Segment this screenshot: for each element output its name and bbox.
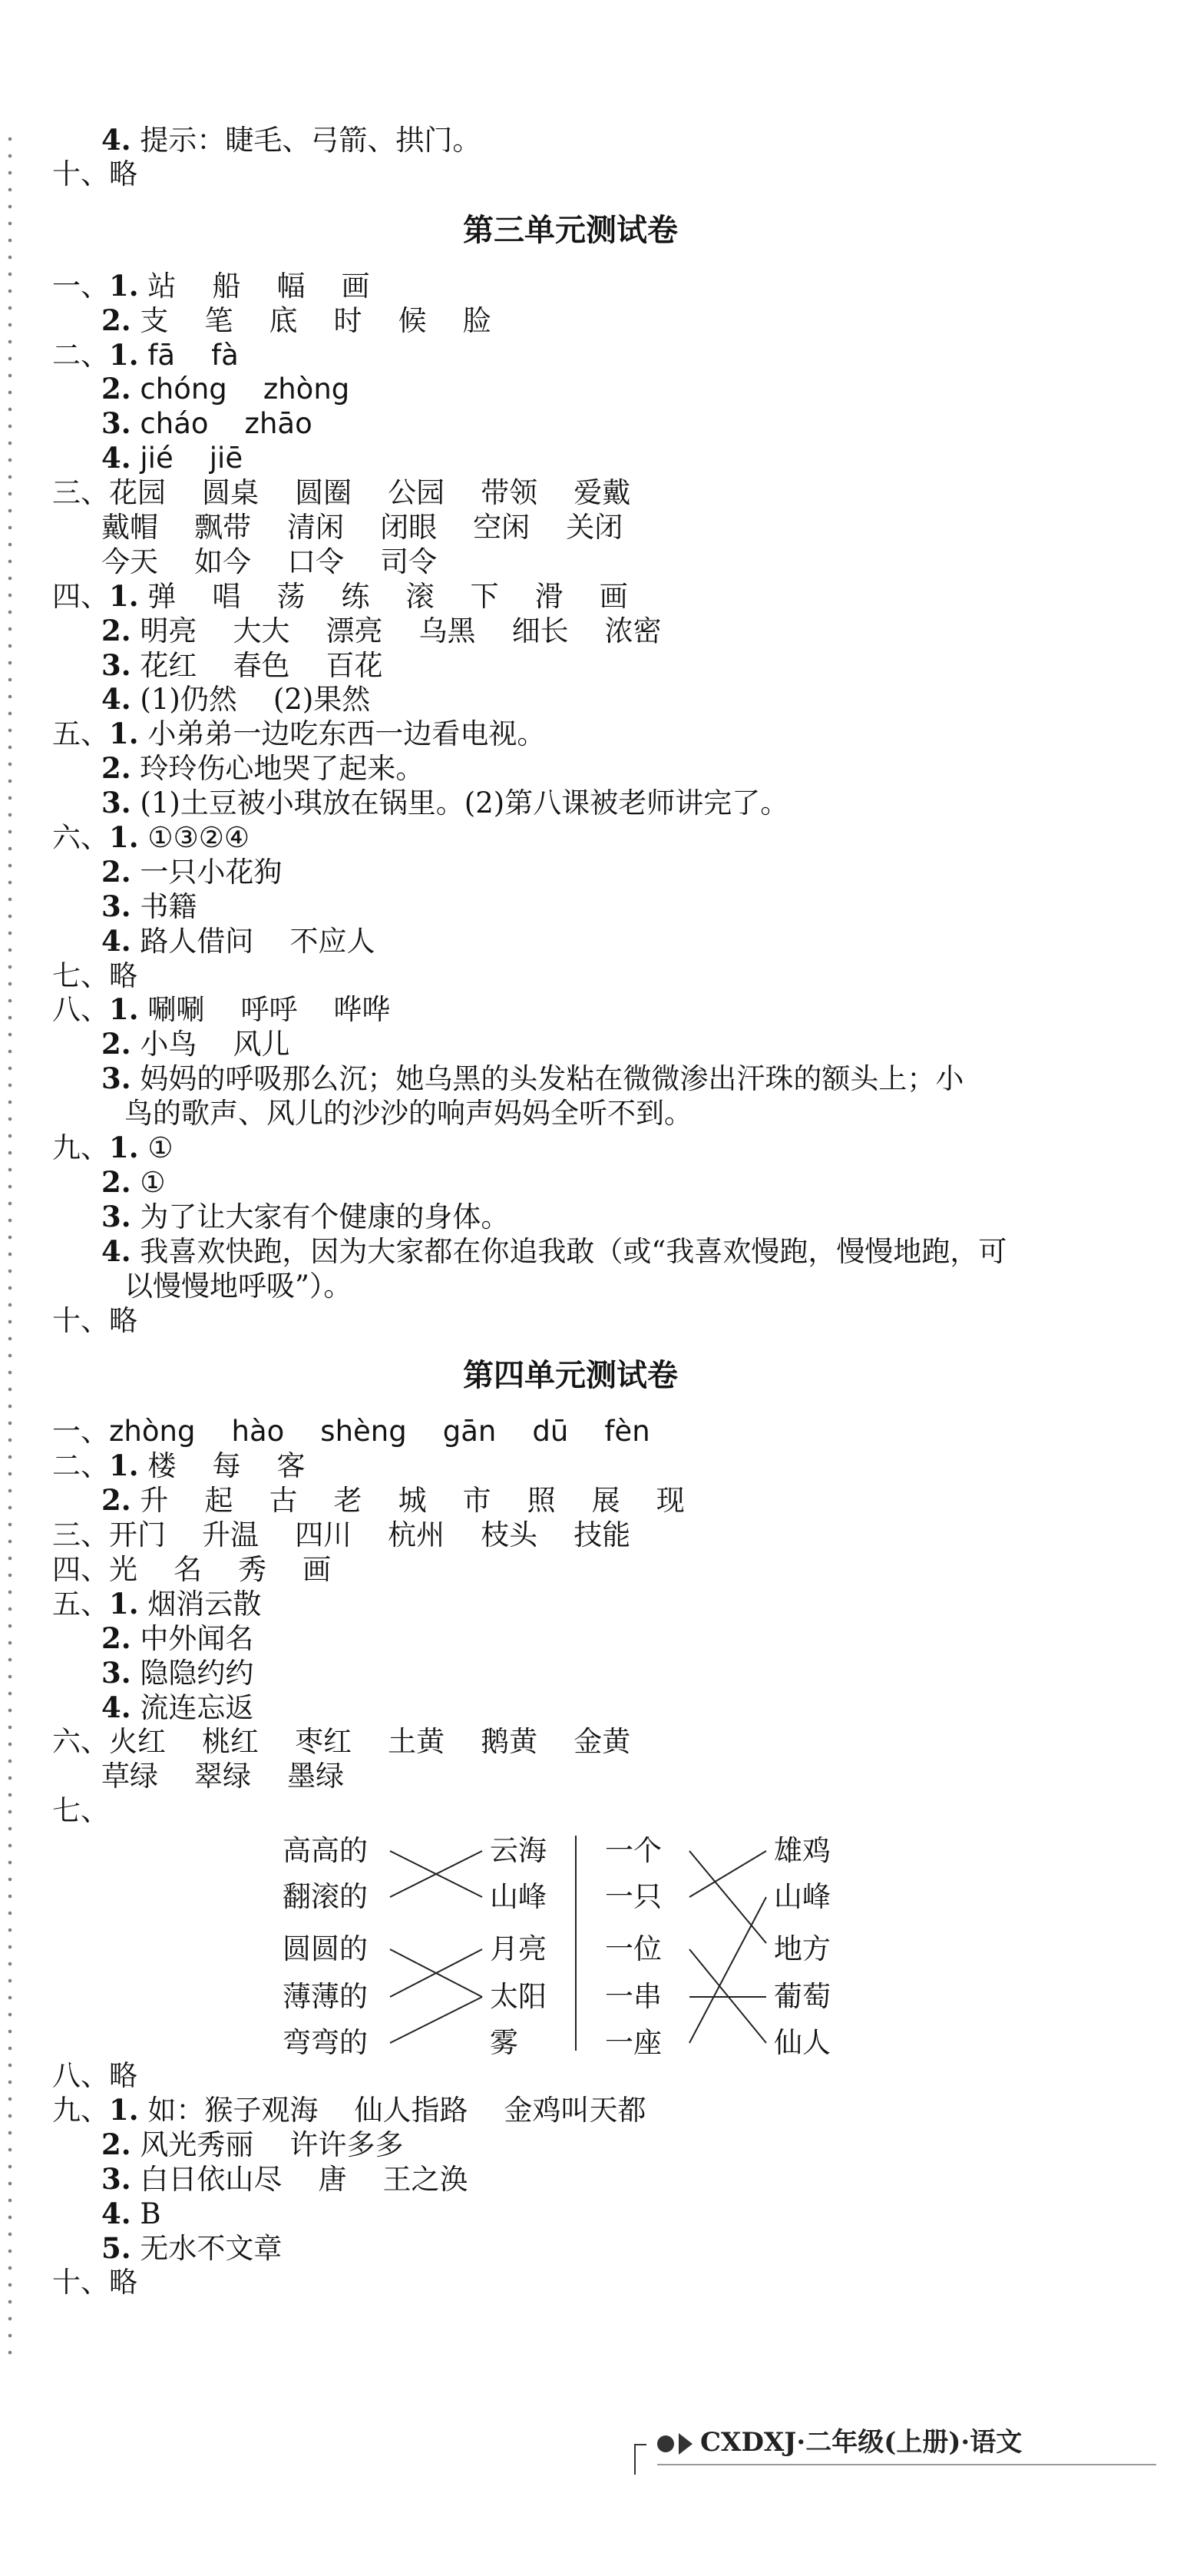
match-word: 太阳 [490,1980,547,2014]
answer-line [52,751,1127,786]
footer-rule [657,2464,1156,2465]
match-word: 仙人 [774,2026,831,2060]
answer-text: cháo zhāo [131,407,312,441]
match-line [390,1997,482,2043]
match-word: 地方 [774,1932,831,1966]
answer-text: 略 [109,2266,137,2300]
answer-line [52,545,1127,579]
answer-text: 隐隐约约 [131,1656,254,1690]
unit4-answers [52,1414,1127,1828]
answer-text: 略 [109,2059,137,2093]
item-number: 3. [101,2161,131,2196]
answer-line [52,1414,1127,1449]
page-footer [634,2421,1022,2459]
item-number: 2. [101,2127,131,2161]
item-number: 1. [109,820,139,855]
item-number: 3. [101,1061,131,1096]
footer-bracket [634,2444,636,2475]
section-number: 六、 [52,1725,109,1759]
item-number: 1. [109,578,139,613]
match-word: 一位 [605,1932,662,1966]
answer-line [52,1061,1127,1096]
item-number: 2. [101,613,131,647]
answer-text: zhòng hào shèng gān dū fèn [109,1415,650,1449]
match-line [689,1851,766,1897]
match-word: 一串 [605,1980,662,2014]
match-word: 高高的 [283,1834,368,1868]
item-number: 3. [101,1655,131,1690]
answer-line [52,475,1127,510]
answer-text: 白日依山尽 唐 王之涣 [131,2162,468,2196]
item-number: 4. [101,2196,131,2230]
item-number: 1. [109,1131,139,1165]
answer-line [52,717,1127,751]
answer-line [52,1200,1127,1234]
answer-line [52,1027,1127,1061]
answer-text: 中外闻名 [131,1621,254,1655]
answer-text: 明亮 大大 漂亮 乌黑 细长 浓密 [131,614,662,647]
top-line-1: 4. 提示：睫毛、弓箭、拱门。 [101,123,481,157]
answer-line [52,1234,1127,1269]
footer-bracket [634,2444,646,2445]
answer-text: 风光秀丽 许许多多 [131,2127,404,2161]
answer-line [52,2197,1127,2231]
answer-text: 小鸟 风儿 [131,1028,290,1061]
answer-line [52,1759,1127,1793]
section-number: 七、 [52,1794,109,1828]
match-word: 云海 [490,1834,547,1868]
match-word: 一个 [605,1834,662,1868]
answer-text: 唰唰 呼呼 哗哗 [138,993,391,1027]
footer-arrow-icon [679,2433,693,2455]
section-number: 四、 [52,579,109,613]
answer-line [52,1724,1127,1759]
answer-line [52,1303,1127,1338]
match-line [689,1851,766,1943]
answer-line [52,889,1127,924]
binding-dots [5,131,15,2358]
answer-line [52,648,1127,683]
answer-text: 支 笔 底 时 候 脸 [131,303,491,337]
top-line-2: 十、略 [52,157,137,190]
item-number: 1. [109,268,139,303]
matching-lines [52,1828,1089,2058]
unit3-title: 第三单元测试卷 [463,212,678,248]
match-word: 弯弯的 [283,2026,368,2060]
match-word: 圆圆的 [283,1932,368,1966]
answer-text: 我喜欢快跑，因为大家都在你追我敢（或“我喜欢慢跑，慢慢地跑，可 [131,1234,1007,1268]
answer-text: 鸟的歌声、风儿的沙沙的响声妈妈全听不到。 [124,1097,693,1131]
item-number: 2. [101,1027,131,1061]
answer-line [52,269,1127,303]
item-number: 3. [101,786,131,820]
answer-text: fā fà [138,338,239,372]
item-number: 4. [101,1690,131,1724]
answer-line [52,682,1127,717]
unit4-answers-continued [52,2058,1127,2300]
item-number: 4. [101,1233,131,1268]
answer-text: 书籍 [131,889,197,923]
answer-text: (1)土豆被小琪放在锅里。(2)第八课被老师讲完了。 [131,786,789,820]
answer-line [52,1690,1127,1725]
answer-line [52,786,1127,820]
answer-line [52,1483,1127,1518]
answer-text: 流连忘返 [131,1690,254,1724]
matching-exercise [52,1828,1089,2058]
section-number: 三、 [52,476,109,510]
section-number: 三、 [52,1518,109,1552]
answer-line [52,614,1127,648]
answer-text: 妈妈的呼吸那么沉；她乌黑的头发粘在微微渗出汗珠的额头上；小 [131,1062,964,1096]
answer-text: ①③②④ [138,821,250,855]
item-number: 1. [109,717,139,751]
answer-line [52,579,1127,614]
answer-line [52,1165,1127,1200]
answer-line [52,2093,1127,2127]
answer-line [52,1131,1127,1165]
answer-line [52,1621,1127,1656]
answer-line [52,1449,1127,1483]
answer-text: 楼 每 客 [138,1449,306,1483]
item-number: 1. [109,2092,139,2127]
answer-text: 升 起 古 老 城 市 照 展 现 [131,1484,685,1518]
answer-text: 略 [109,959,137,992]
section-number: 八、 [52,993,109,1027]
section-number: 五、 [52,717,109,751]
item-number: 4. [101,923,131,958]
item-number: 2. [101,1483,131,1518]
answer-line [52,2162,1127,2197]
answer-line [52,1269,1127,1303]
answer-line [52,441,1127,475]
answer-line [52,924,1127,959]
answer-text: 弹 唱 荡 练 滚 下 滑 画 [138,579,628,613]
answer-text: 无水不文章 [131,2231,283,2265]
item-number: 1. [109,992,139,1027]
answer-text: 小弟弟一边吃东西一边看电视。 [138,717,546,751]
match-word: 翻滚的 [283,1880,368,1914]
answer-text: 以慢慢地呼吸”）。 [124,1269,352,1303]
answer-text: 戴帽 飘带 清闲 闭眼 空闲 关闭 [101,511,623,545]
answer-line [52,1096,1127,1131]
item-number: 5. [101,2230,131,2265]
item-number: 3. [101,1199,131,1233]
answer-text: 如：猴子观海 仙人指路 金鸡叫天都 [138,2093,646,2127]
answer-line [52,1656,1127,1690]
item-number: 4. [101,441,131,475]
section-number: 七、 [52,959,109,992]
section-number: 五、 [52,1587,109,1621]
match-word: 薄薄的 [283,1980,368,2014]
match-word: 月亮 [490,1932,547,1966]
item-number: 2. [101,751,131,786]
answer-text: 草绿 翠绿 墨绿 [101,1760,345,1793]
section-number: 二、 [52,1449,109,1483]
item-number: 2. [101,1164,131,1199]
answer-line [52,1793,1127,1828]
answer-line [52,1587,1127,1621]
answer-text: 花园 圆桌 圆圈 公园 带领 爱戴 [109,476,631,510]
answer-text: 一只小花狗 [131,855,283,889]
item-number: 3. [101,647,131,682]
answer-text: chóng zhòng [131,372,350,406]
answer-line [52,2127,1127,2162]
answer-line [52,992,1127,1027]
answer-text: 花红 春色 百花 [131,648,383,682]
answer-line [52,959,1127,993]
answer-text: 玲玲伤心地哭了起来。 [131,752,425,786]
section-number: 四、 [52,1552,109,1586]
answer-line [52,1518,1127,1552]
match-word: 葡萄 [774,1980,831,2014]
unit3-answers [52,269,1127,1338]
section-number: 一、 [52,269,109,303]
item-number: 1. [109,1449,139,1483]
item-number: 3. [101,889,131,923]
answer-line [52,2058,1127,2093]
answer-line [52,372,1127,406]
item-number: 1. [109,1586,139,1621]
item-number: 2. [101,854,131,889]
answer-line [52,820,1127,855]
footer-dot-icon [657,2435,674,2452]
answer-text: ① [138,1131,174,1165]
answer-text: 今天 如今 口令 司令 [101,545,438,578]
section-number: 九、 [52,1131,109,1165]
match-word: 山峰 [490,1880,547,1914]
answer-text: 站 船 幅 画 [138,269,370,303]
match-word: 雄鸡 [774,1834,831,1868]
answer-text: 路人借问 不应人 [131,924,375,958]
match-word: 一只 [605,1880,662,1914]
match-word: 一座 [605,2026,662,2060]
item-number: 2. [101,372,131,406]
answer-line [52,2231,1127,2266]
answer-text: 略 [109,1303,137,1337]
match-word: 山峰 [774,1880,831,1914]
answer-line [52,1552,1127,1587]
item-number: 1. [109,337,139,372]
answer-text: ① [131,1165,166,1199]
answer-line [52,303,1127,338]
item-number: 4. [101,682,131,717]
section-number: 六、 [52,821,109,855]
footer-text: CXDXJ·二年级(上册)·语文 [700,2427,1023,2458]
section-number: 二、 [52,338,109,372]
answer-line [52,2265,1127,2300]
item-number: 2. [101,1621,131,1655]
section-number: 八、 [52,2059,109,2093]
section-number: 一、 [52,1415,109,1449]
answer-text: B [131,2197,161,2230]
section-number: 十、 [52,1303,109,1337]
item-number: 2. [101,303,131,337]
answer-line [52,510,1127,545]
answer-text: 火红 桃红 枣红 土黄 鹅黄 金黄 [109,1725,631,1759]
match-line [689,1897,766,2043]
answer-text: (1)仍然 (2)果然 [131,683,371,717]
item-number: 3. [101,406,131,441]
section-number: 九、 [52,2093,109,2127]
answer-line [52,406,1127,441]
answer-text: 光 名 秀 画 [109,1552,332,1586]
answer-text: 开门 升温 四川 杭州 枝头 技能 [109,1518,631,1552]
unit4-title: 第四单元测试卷 [463,1358,678,1394]
answer-line [52,338,1127,372]
section-number: 十、 [52,2266,109,2300]
answer-line [52,855,1127,889]
answer-content [52,123,1127,2300]
answer-text: 烟消云散 [138,1587,262,1621]
match-word: 雾 [490,2026,518,2060]
answer-text: jié jiē [131,442,243,475]
answer-text: 为了让大家有个健康的身体。 [131,1200,510,1233]
